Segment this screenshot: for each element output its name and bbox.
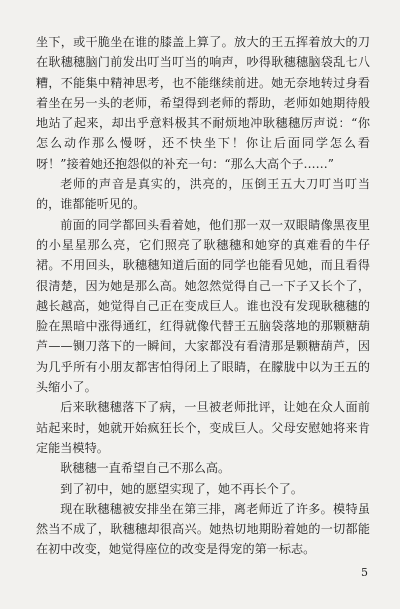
paragraph: 后来耿穗穗落下了病，一旦被老师批评，让她在众人面前站起来时，她就开始疯狂长个，变成巨人。父母安慰她将来肯定能当模特。 <box>36 400 370 455</box>
paragraph: 前面的同学都回头看着她，他们那一双一双眼睛像黑夜里的小星星那么亮，它们照亮了耿穗穗和她穿的真难看的牛仔裙。不用回头，耿穗穗知道后面的同学也能看见她，而且看得很清楚，因为她是那么高。她忽然觉得自己一下子又长个了，越长越高，她觉得自己正在变成巨人。谁也没有发现耿穗穗的脸在黑暗中涨得通红，红得就像代替王五脑袋落地的那颗糖葫芦——铡刀落下的一瞬间，大家都没有看清那是颗糖葫芦，因为几乎所有小朋友都害怕得闭上了眼睛，在朦胧中以为王五的头缩小了。 <box>36 217 370 395</box>
paragraph: 老师的声音是真实的，洪亮的，压倒王五大刀叮当叮当的，谁都能听见的。 <box>36 177 370 212</box>
paragraph: 耿穗穗一直希望自己不那么高。 <box>60 461 231 476</box>
paragraph: 坐下，或干脆坐在谁的膝盖上算了。放大的王五挥着放大的刀在耿穗穗脑门前发出叮当叮当的响声，吵得耿穗穗脑袋乱七八糟，不能集中精神思考，也不能继续前进。她无奈地转过身看着坐在另一头的老师，希望得到老师的帮助，老师如她期待般地站了起来，却出乎意料极其不耐烦地冲耿穗穗厉声说：“你怎么动作那么慢呀，还不快坐下！你让后面同学怎么看呀！”接着她还抱怨似的补充一句：“那么大高个子……” <box>36 35 370 171</box>
paragraph: 现在耿穗穗被安排坐在第三排，离老师近了许多。模特虽然当不成了，耿穗穗却很高兴。她热切地期盼着她的一切都能在初中改变，她觉得座位的改变是得宠的第一标志。 <box>36 501 370 557</box>
paragraph: 到了初中，她的愿望实现了，她不再长个了。 <box>60 481 304 496</box>
body-text <box>36 32 370 560</box>
page-number: 5 <box>361 566 368 579</box>
